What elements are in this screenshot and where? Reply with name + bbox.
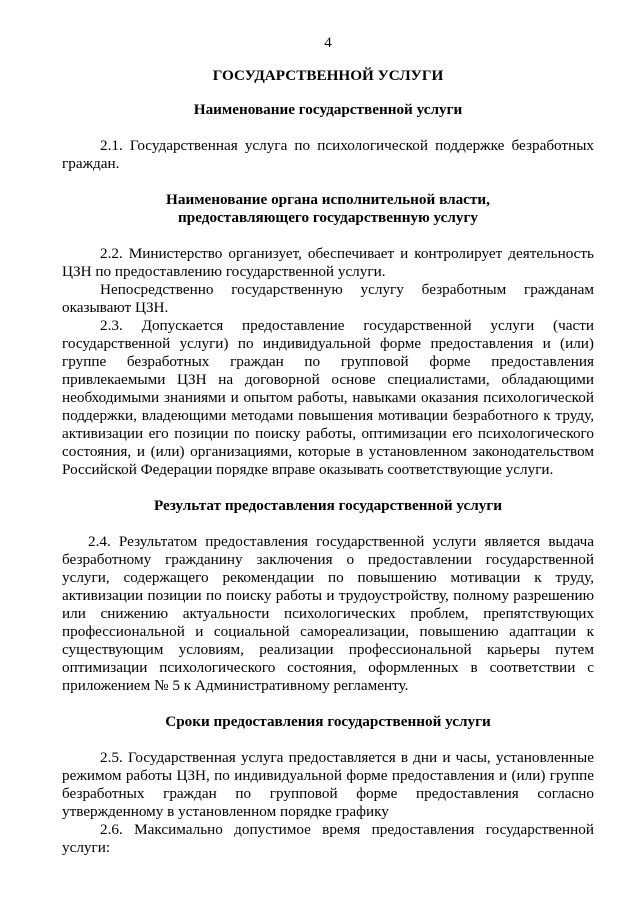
document-title: ГОСУДАРСТВЕННОЙ УСЛУГИ [212,67,444,84]
paragraph-2-6: 2.6. Максимально допустимое время предоставления государственной услуги: [62,821,594,856]
paragraph-2-1: 2.1. Государственная услуга по психологической поддержке безработных граждан. [62,137,594,172]
section-heading-authority [62,191,594,227]
document-page [62,34,594,857]
paragraph-2-2: 2.2. Министерство организует, обеспечивает и контролирует деятельность ЦЗН по предоставлению государственной услуги. [62,245,594,280]
section-heading-authority-line1: Наименование органа исполнительной власти, [166,191,490,208]
paragraph-2-2-cont: Непосредственно государственную услугу безработным гражданам оказывают ЦЗН. [62,281,594,316]
paragraph-2-3: 2.3. Допускается предоставление государственной услуги (части государственной услуги) по индивидуальной форме предоставления и (или) группе безработных граждан по групповой форме предоставления привлекаемыми ЦЗН на договорной основе специалистами, обладающими необходимыми знаниями и опытом работы, навыками оказания психологической поддержки, владеющими методами повышения мотивации безработного к труду, активизации его позиции по поиску работы, оптимизации его психологического состояния, и (или) организациями, которые в установленном законодательством Российской Федерации порядке вправе оказывать соответствующие услуги. [62,317,594,478]
page-number: 4 [324,35,332,51]
paragraph-2-4: 2.4. Результатом предоставления государственной услуги является выдача безработному гражданину заключения о предоставлении государственной услуги, содержащего рекомендации по повышению мотивации к труду, активизации позиции по поиску работы и трудоустройству, полному разрешению или снижению актуальности психологических проблем, препятствующих профессиональной и социальной самореализации, повышению адаптации к существующим условиям, реализации профессиональной карьеры путем оптимизации психологического состояния, оформленных в соответствии с приложением № 5 к Административному регламенту. [62,533,594,694]
section-heading-authority-line2: предоставляющего государственную услугу [178,209,478,226]
paragraph-2-5: 2.5. Государственная услуга предоставляется в дни и часы, установленные режимом работы ЦЗН, по индивидуальной форме предоставления и (или) группе безработных граждан по групповой форме предоставления согласно утвержденному в установленном порядке графику [62,749,594,820]
section-heading-terms: Сроки предоставления государственной услуги [165,713,491,730]
section-heading-result: Результат предоставления государственной услуги [153,497,503,514]
section-heading-name: Наименование государственной услуги [193,101,463,118]
